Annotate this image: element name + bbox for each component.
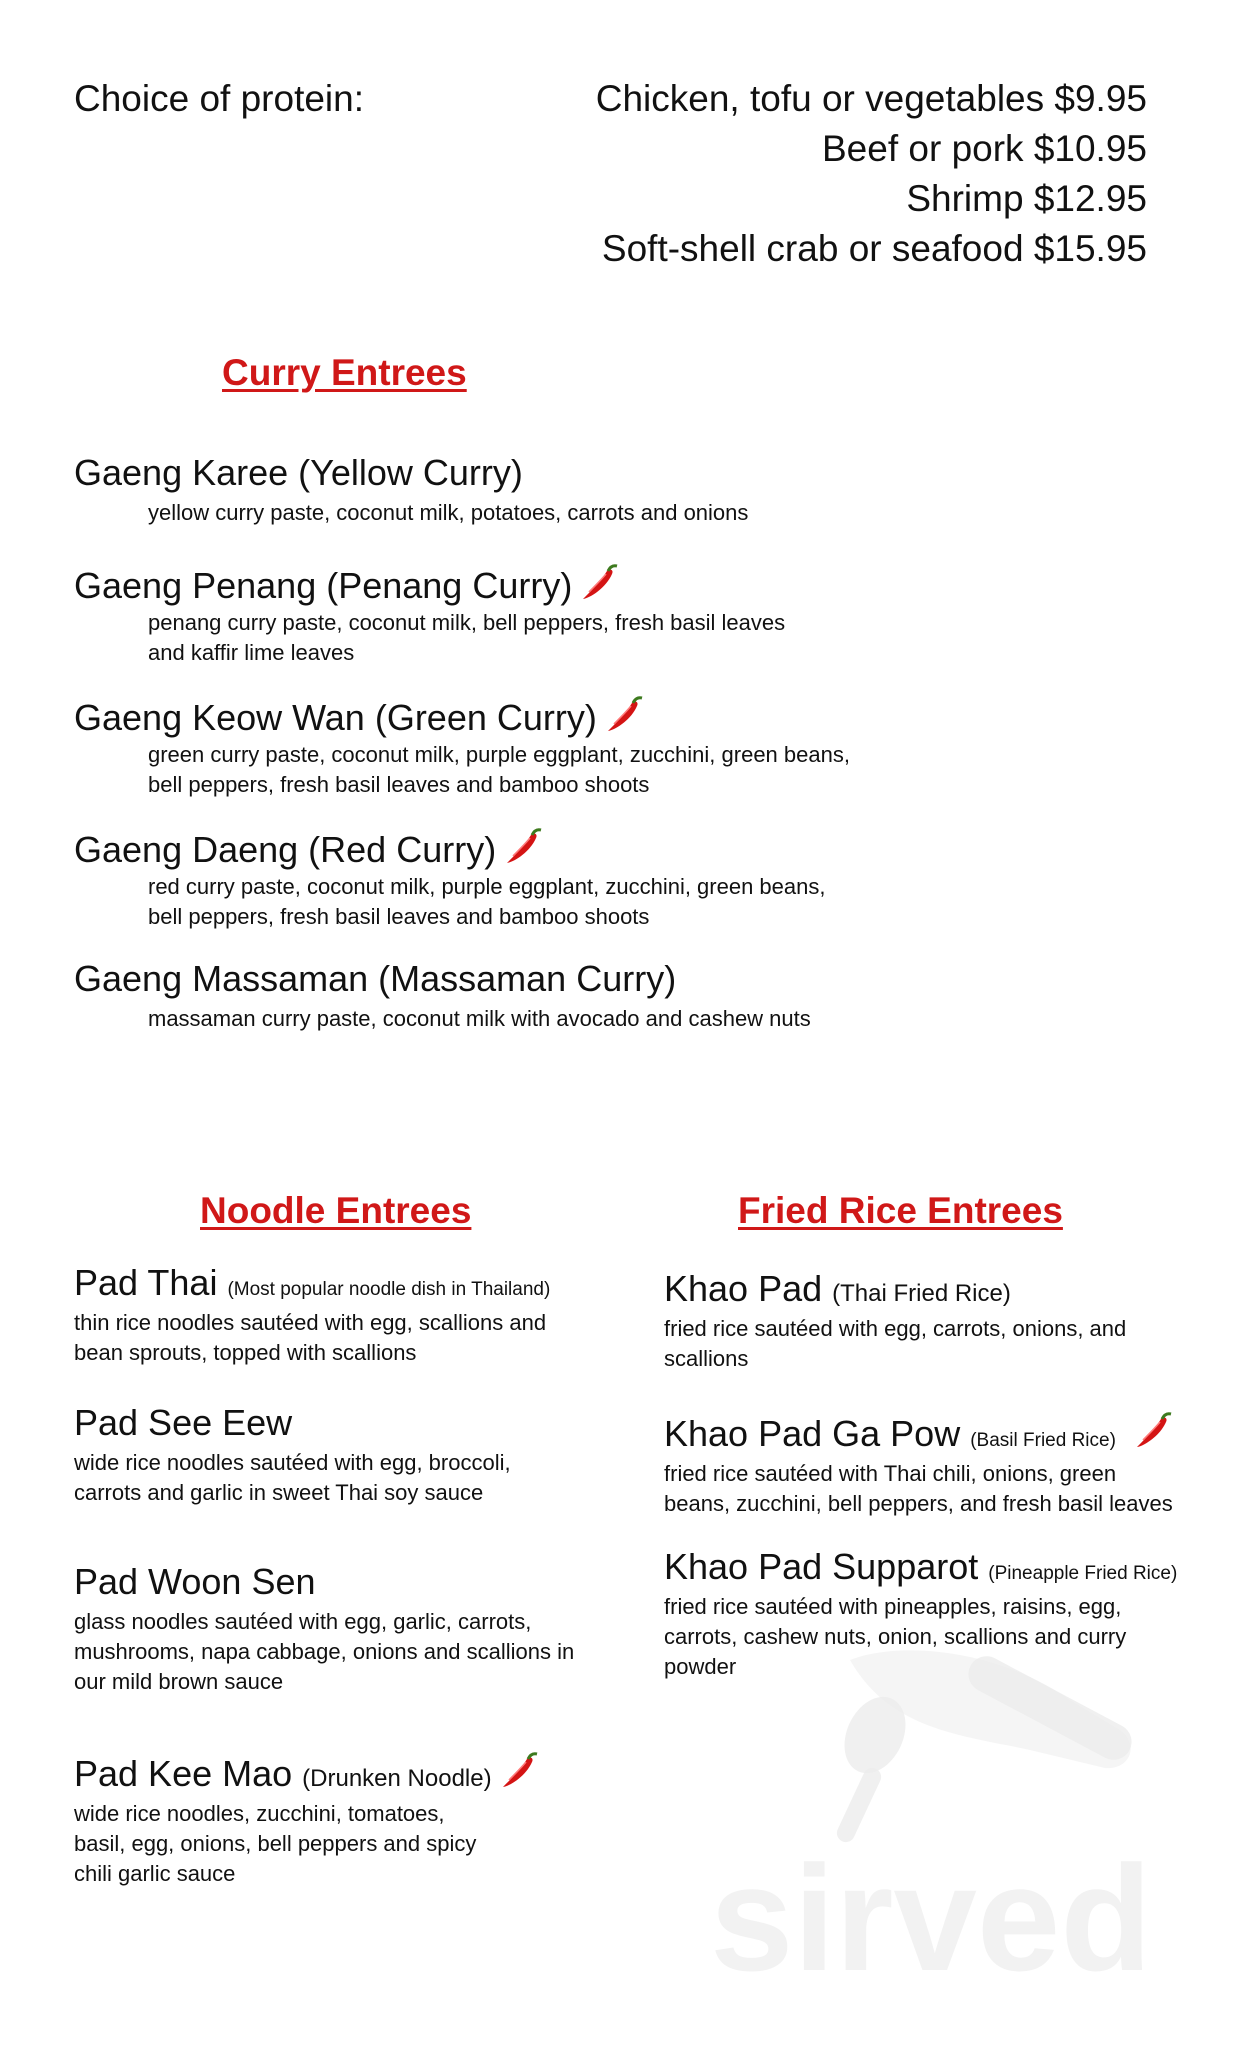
item-description: wide rice noodles, zucchini, tomatoes, basil, egg, onions, bell peppers and spicy chili garlic sauce xyxy=(74,1801,477,1886)
noodle-section-title: Noodle Entrees xyxy=(200,1190,472,1231)
item-note: (Thai Fried Rice) xyxy=(832,1280,1011,1307)
price-line-beef: Beef or pork $10.95 xyxy=(822,128,1147,169)
item-description: yellow curry paste, coconut milk, potatoes, carrots and onions xyxy=(148,500,749,525)
item-name: Khao Pad Ga Pow xyxy=(664,1413,961,1454)
item-name: Gaeng Penang (Penang Curry) xyxy=(74,565,573,606)
item-name: Gaeng Karee (Yellow Curry) xyxy=(74,452,523,493)
noodle-item-pad-thai xyxy=(74,1262,550,1368)
item-name: Pad Woon Sen xyxy=(74,1561,316,1602)
item-description: thin rice noodles sautéed with egg, scallions and bean sprouts, topped with scallions xyxy=(74,1310,547,1365)
curry-item-yellow xyxy=(74,452,523,494)
item-description: wide rice noodles sautéed with egg, broccoli, carrots and garlic in sweet Thai soy sauce xyxy=(74,1450,511,1505)
item-name: Pad Thai xyxy=(74,1262,218,1303)
rice-section-title: Fried Rice Entrees xyxy=(738,1190,1063,1231)
item-note: (Most popular noodle dish in Thailand) xyxy=(227,1279,551,1300)
item-name: Gaeng Daeng (Red Curry) xyxy=(74,829,497,870)
noodle-item-pad-kee-mao xyxy=(74,1750,540,1889)
chili-pepper-icon xyxy=(605,694,645,734)
rice-item-khao-pad-ga-pow xyxy=(664,1410,1174,1519)
protein-label: Choice of protein: xyxy=(74,78,365,119)
chili-pepper-icon xyxy=(580,562,620,602)
item-note: (Pineapple Fried Rice) xyxy=(988,1563,1178,1584)
item-description: glass noodles sautéed with egg, garlic, carrots, mushrooms, napa cabbage, onions and scallions in our mild brown sauce xyxy=(74,1609,575,1694)
item-note: (Drunken Noodle) xyxy=(302,1765,492,1792)
item-name: Khao Pad Supparot xyxy=(664,1546,979,1587)
chili-pepper-icon xyxy=(500,1750,540,1790)
item-description: penang curry paste, coconut milk, bell peppers, fresh basil leaves and kaffir lime leaves xyxy=(148,610,786,665)
item-description: fried rice sautéed with pineapples, raisins, egg, carrots, cashew nuts, onion, scallions and curry powder xyxy=(664,1594,1127,1679)
item-note: (Basil Fried Rice) xyxy=(970,1430,1116,1451)
price-line-chicken: Chicken, tofu or vegetables $9.95 xyxy=(595,78,1147,119)
noodle-item-pad-woon-sen xyxy=(74,1561,574,1697)
item-description: fried rice sautéed with egg, carrots, onions, and scallions xyxy=(664,1316,1127,1371)
item-name: Pad Kee Mao xyxy=(74,1753,293,1794)
curry-item-green xyxy=(74,694,645,739)
curry-item-red xyxy=(74,826,544,871)
rice-item-khao-pad xyxy=(664,1268,1126,1374)
chili-pepper-icon xyxy=(504,826,544,866)
item-description: massaman curry paste, coconut milk with avocado and cashew nuts xyxy=(148,1006,811,1031)
item-name: Pad See Eew xyxy=(74,1402,293,1443)
curry-item-massaman xyxy=(74,958,676,1000)
item-description: fried rice sautéed with Thai chili, onions, green beans, zucchini, bell peppers, and fresh basil leaves xyxy=(664,1461,1173,1516)
item-name: Khao Pad xyxy=(664,1268,823,1309)
item-name: Gaeng Massaman (Massaman Curry) xyxy=(74,958,677,999)
watermark-text: sirved xyxy=(710,1834,1152,2000)
noodle-item-pad-see-eew xyxy=(74,1402,511,1508)
price-line-seafood: Soft-shell crab or seafood $15.95 xyxy=(601,228,1147,269)
curry-item-penang xyxy=(74,562,620,607)
item-name: Gaeng Keow Wan (Green Curry) xyxy=(74,697,597,738)
chili-pepper-icon xyxy=(1134,1410,1174,1450)
sirved-logo xyxy=(700,1640,1210,2000)
price-line-shrimp: Shrimp $12.95 xyxy=(906,178,1147,219)
item-description: red curry paste, coconut milk, purple eggplant, zucchini, green beans, bell peppers, fresh basil leaves and bamboo shoots xyxy=(148,874,826,929)
curry-section-title: Curry Entrees xyxy=(222,352,467,393)
item-description: green curry paste, coconut milk, purple eggplant, zucchini, green beans, bell peppers, fresh basil leaves and bamboo shoots xyxy=(148,742,850,797)
